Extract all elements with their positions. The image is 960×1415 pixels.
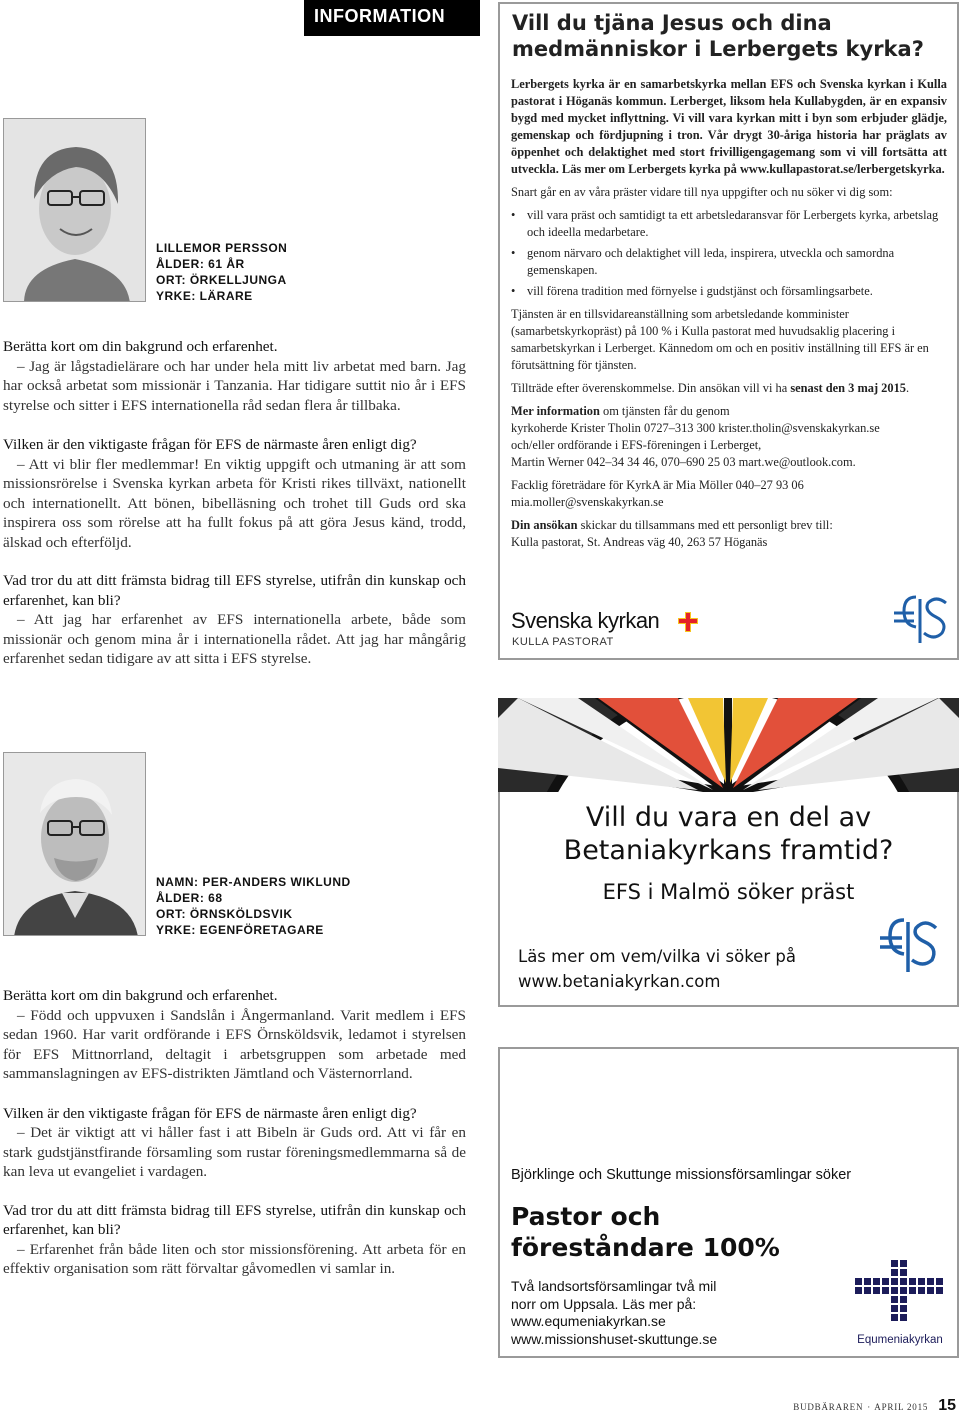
- crown-cross-icon: [677, 611, 699, 633]
- logo-text: Equmeniakyrkan: [857, 1334, 943, 1346]
- ad-more-info: [518, 944, 858, 994]
- issue-date: APRIL 2015: [874, 1402, 929, 1412]
- title-line: föreståndare 100%: [511, 1233, 780, 1262]
- website-link[interactable]: www.betaniakyrkan.com: [518, 972, 721, 991]
- logo-cell: [936, 1287, 943, 1294]
- title-line: Betaniakyrkans framtid?: [563, 835, 894, 866]
- page-footer: [780, 1397, 956, 1415]
- ad-body: [511, 76, 947, 551]
- text-span: Tillträde efter överenskommelse. Din ansökan vill vi ha: [511, 381, 791, 395]
- logo-cell: [855, 1287, 862, 1294]
- portrait-photo-lillemor: [3, 118, 146, 302]
- ad-subtitle: EFS i Malmö söker präst: [602, 880, 855, 904]
- logo-cell: [918, 1278, 925, 1285]
- ad-intro: Lerbergets kyrka är en samarbetskyrka mellan EFS och Svenska kyrkan i Kulla pastorat i Höganäs kommun. Lerberget, liksom hela Kullabygden, är en expansiv bygd med mycket inflyttning. Vi vill vara kyrkan mitt i byn som erbjuder glädje, gemenskap och fördjupning i tron. Vår drygt 30-åriga historia har präglats av öppenhet och delaktighet med stort frivilligengagemang som vi vill fortsätta att utveckla. Läs mer om Lerbergets kyrka på www.kullapastorat.se/lerbergetskyrka.: [511, 77, 947, 176]
- logo-cell: [891, 1287, 898, 1294]
- article-person1: [3, 337, 466, 669]
- text-line: norr om Uppsala. Läs mer på:: [511, 1295, 697, 1312]
- answer: – Erfarenhet från både liten och stor missionsförening. Att arbeta för en effektiv organisation som rätt förvaltar gåvomedlen vi samlar in.: [3, 1240, 466, 1277]
- logo-cell: [891, 1278, 898, 1285]
- logo-cell: [891, 1314, 898, 1321]
- caption-line: YRKE: EGENFÖRETAGARE: [156, 923, 324, 937]
- logo-cell: [927, 1278, 934, 1285]
- address: Kulla pastorat, St. Andreas väg 40, 263 57 Höganäs: [511, 535, 768, 549]
- bullet-text: vill vara präst och samtidigt ta ett arbetsledaransvar för Lerbergets kyrka, arbetslag och ideella medarbetare.: [527, 208, 939, 239]
- ad-paragraph: [511, 403, 947, 420]
- logo-cell: [918, 1287, 925, 1294]
- logo-cell: [909, 1278, 916, 1285]
- ad-text: [511, 1278, 811, 1348]
- logo-cell: [909, 1287, 916, 1294]
- logo-cell: [864, 1278, 871, 1285]
- efs-logo: [892, 593, 950, 647]
- bullet-text: vill förena tradition med förnyelse i gudstjänst och församlingsarbete.: [527, 284, 873, 298]
- caption-line: ORT: ÖRKELLJUNGA: [156, 273, 287, 287]
- efs-logo: [878, 916, 940, 976]
- logo-cell: [900, 1269, 907, 1276]
- svg-text:EFS: EFS: [921, 646, 923, 647]
- stained-glass-image: [498, 698, 959, 792]
- bullet-item: [511, 207, 947, 241]
- logo-text: Svenska kyrkan: [511, 608, 660, 633]
- text-line: Läs mer om vem/vilka vi söker på: [518, 947, 796, 966]
- logo-cell: [927, 1287, 934, 1294]
- website-link[interactable]: www.missionshuset-skuttunge.se: [511, 1330, 718, 1347]
- bullet-item: [511, 245, 947, 279]
- contact-line: Martin Werner 042–34 34 46, 070–690 25 03 mart.we@outlook.com.: [511, 455, 856, 469]
- publication-name: BUDBÄRAREN: [793, 1402, 864, 1412]
- logo-cell: [900, 1305, 907, 1312]
- contact-line: kyrkoherde Krister Tholin 0727–313 300 krister.tholin@svenskakyrkan.se: [511, 421, 880, 435]
- logo-cell: [891, 1305, 898, 1312]
- logo-cell: [900, 1278, 907, 1285]
- ad-paragraph: [511, 517, 947, 534]
- text-span: om tjänsten får du genom: [599, 404, 730, 418]
- ad-paragraph: [511, 380, 947, 397]
- section-tab: INFORMATION: [304, 0, 480, 36]
- equmeniakyrkan-logo: [850, 1258, 950, 1350]
- ad-lead: Snart går en av våra präster vidare till nya uppgifter och nu söker vi dig som:: [511, 185, 893, 199]
- logo-cell: [900, 1314, 907, 1321]
- caption-person1: [156, 240, 287, 304]
- text-bold: Din ansökan: [511, 518, 578, 532]
- logo-cell: [891, 1260, 898, 1267]
- contact-line: mia.moller@svenskakyrkan.se: [511, 495, 664, 509]
- question: Berätta kort om din bakgrund och erfarenhet.: [3, 338, 278, 355]
- question: Vilken är den viktigaste frågan för EFS de närmaste åren enligt dig?: [3, 1104, 417, 1122]
- ad-title: Vill du tjäna Jesus och dina medmänniskor i Lerbergets kyrka?: [512, 11, 924, 61]
- logo-cell: [936, 1278, 943, 1285]
- ad-title: [500, 801, 957, 867]
- separator-dot: ·: [867, 1402, 871, 1412]
- logo-cell: [855, 1278, 862, 1285]
- logo-cell: [900, 1260, 907, 1267]
- portrait-photo-per-anders: [3, 752, 146, 936]
- contact-line: Facklig företrädare för KyrkA är Mia Möller 040–27 93 06: [511, 478, 804, 492]
- bullet-text: genom närvaro och delaktighet vill leda, inspirera, utveckla och samordna gemenskapen.: [527, 246, 895, 277]
- svenska-kyrkan-logo: [511, 608, 711, 652]
- caption-line: LILLEMOR PERSSON: [156, 241, 288, 255]
- article-person2: [3, 986, 466, 1279]
- logo-sub: KULLA PASTORAT: [512, 636, 614, 648]
- text-bold: Mer information: [511, 404, 600, 418]
- ad-title: [511, 1201, 780, 1263]
- answer: – Född och uppvuxen i Sandslån i Ångermanland. Varit medlem i EFS sedan 1960. Har varit ordförande i EFS Örnsköldsvik, ledamot i styrelsen för EFS Mittnorrland, deltagit i arbetsgruppen som arbetade med sammanslagningen av EFS-distrikten Jämtland och Västernorrland.: [3, 1006, 466, 1082]
- ad-paragraph: Tjänsten är en tillsvidareanställning som arbetsledande komminister (samarbetskyrkopräst) på 100 % i Kulla pastorat med huvudsaklig placering i samarbetskyrkan i Lerberget. Kännedom om och en positiv inställning till EFS är en förutsättning för tjänsten.: [511, 307, 929, 372]
- question: Vad tror du att ditt främsta bidrag till EFS styrelse, utifrån din kunskap och erfarenhet, kan bli?: [3, 572, 466, 609]
- page-number: 15: [938, 1397, 956, 1414]
- answer: – Att vi blir fler medlemmar! En viktig uppgift och utmaning är att som missionsrörelse i Svenska kyrkan arbeta för Kristi rikes tillväxt, nationellt och internationellt. Att bönen, bibelläsning och trohet till Guds ord ska inspirera oss som rörelse att ha fullt fokus på att göra Jesus känd, trodd, älskad och efterföljd.: [3, 455, 466, 551]
- caption-line: ÅLDER: 61 ÅR: [156, 257, 245, 271]
- text-span: .: [905, 381, 910, 395]
- caption-line: ÅLDER: 68: [156, 891, 223, 905]
- equmenia-cross-icon: [850, 1258, 950, 1328]
- logo-cell: [882, 1287, 889, 1294]
- caption-line: ORT: ÖRNSKÖLDSVIK: [156, 907, 293, 921]
- text-span: skickar du tillsammans med ett personligt brev till:: [577, 518, 833, 532]
- logo-cell: [891, 1296, 898, 1303]
- contact-line: och/eller ordförande i EFS-föreningen i Lerberget,: [511, 438, 762, 452]
- question: Vilken är den viktigaste frågan för EFS de närmaste åren enligt dig?: [3, 436, 417, 453]
- logo-cell: [873, 1287, 880, 1294]
- ad-top-band: [500, 1049, 957, 1161]
- answer: – Att jag har erfarenhet av EFS internationella arbete, både som missionär och genom mina år i internationella rådet. Att jag har mångårig erfarenhet sedan tidigare av att sitta i EFS styrelse.: [3, 611, 466, 667]
- svg-text:EFS: EFS: [908, 975, 910, 976]
- logo-cell: [882, 1278, 889, 1285]
- answer: – Jag är lågstadielärare och har under hela mitt liv arbetat med barn. Jag har också arbetat som missionär i Tanzania. Har tidigare suttit nio år i EFS styrelse och sitter i EFS internationella råd sedan flera år tillbaka.: [3, 357, 466, 414]
- caption-line: YRKE: LÄRARE: [156, 289, 253, 303]
- answer: – Det är viktigt att vi håller fast i att Bibeln är Guds ord. Att vi får en stark gudstjänstfirande församling som rustar föreningsmedlemmarna så de kan leva ut evangeliet i vardagen.: [3, 1124, 466, 1180]
- website-link[interactable]: www.equmeniakyrkan.se: [511, 1313, 666, 1329]
- caption-person2: [156, 874, 351, 938]
- ad-lead: Björklinge och Skuttunge missionsförsamlingar söker: [511, 1167, 852, 1183]
- question: Vad tror du att ditt främsta bidrag till EFS styrelse, utifrån din kunskap och erfarenhet, kan bli?: [3, 1201, 466, 1238]
- title-line: Pastor och: [511, 1202, 661, 1231]
- logo-cell: [891, 1269, 898, 1276]
- bullet-item: [511, 283, 947, 300]
- logo-cell: [900, 1296, 907, 1303]
- logo-cell: [864, 1287, 871, 1294]
- logo-cell: [873, 1278, 880, 1285]
- deadline: senast den 3 maj 2015: [790, 381, 906, 395]
- caption-line: NAMN: PER-ANDERS WIKLUND: [156, 875, 351, 889]
- text-line: Två landsortsförsamlingar två mil: [511, 1278, 717, 1294]
- logo-cell: [900, 1287, 907, 1294]
- title-line: Vill du vara en del av: [585, 802, 872, 833]
- question: Berätta kort om din bakgrund och erfarenhet.: [3, 987, 278, 1004]
